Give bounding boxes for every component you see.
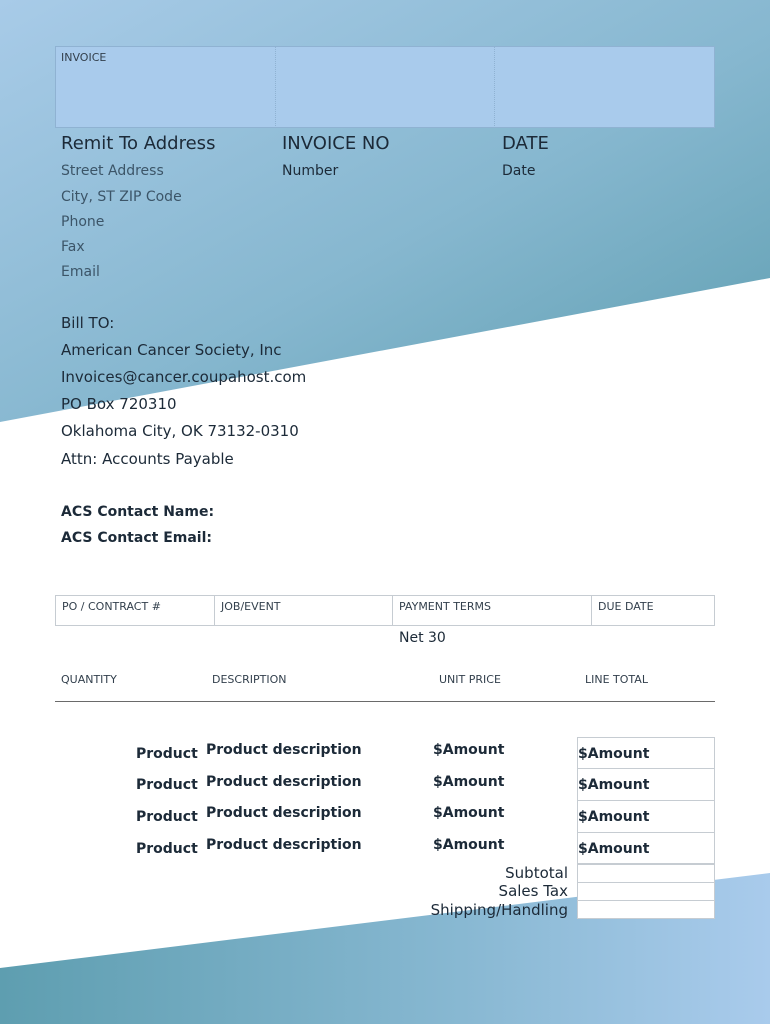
item-description: Product description: [206, 774, 362, 790]
po-contract-header: PO / CONTRACT #: [62, 600, 161, 613]
due-date-header: DUE DATE: [598, 600, 654, 613]
bill-to-line: Attn: Accounts Payable: [61, 450, 234, 468]
item-product: Product: [136, 841, 198, 857]
job-event-cell: [214, 595, 393, 626]
subtotal-label: Subtotal: [505, 864, 568, 882]
shipping-label: Shipping/Handling: [430, 901, 568, 919]
due-date-cell: [591, 595, 715, 626]
invoice-title: INVOICE: [61, 51, 107, 64]
invoice-date: Date: [502, 163, 536, 179]
job-event-header: JOB/EVENT: [221, 600, 281, 613]
item-unit-price: $Amount: [433, 837, 505, 853]
bill-to-line: PO Box 720310: [61, 395, 177, 413]
item-line-total: $Amount: [578, 809, 650, 825]
item-unit-price: $Amount: [433, 774, 505, 790]
item-unit-price: $Amount: [433, 742, 505, 758]
item-line-total: $Amount: [578, 841, 650, 857]
unit-price-header: UNIT PRICE: [439, 673, 501, 686]
bill-to-line: Invoices@cancer.coupahost.com: [61, 368, 307, 386]
payment-terms-value: Net 30: [399, 630, 446, 646]
date-heading: DATE: [502, 133, 549, 154]
contact-name-label: ACS Contact Name:: [61, 504, 215, 520]
item-description: Product description: [206, 805, 362, 821]
bill-to-heading: Bill TO:: [61, 314, 115, 332]
item-product: Product: [136, 777, 198, 793]
item-product: Product: [136, 746, 198, 762]
item-product: Product: [136, 809, 198, 825]
line-total-header: LINE TOTAL: [585, 673, 648, 686]
fax: Fax: [61, 239, 85, 255]
city-state-zip: City, ST ZIP Code: [61, 189, 182, 205]
sales-tax-label: Sales Tax: [498, 882, 568, 900]
header-divider: [494, 46, 495, 128]
email: Email: [61, 264, 100, 280]
phone: Phone: [61, 214, 105, 230]
bill-to-line: Oklahoma City, OK 73132-0310: [61, 422, 299, 440]
description-header: DESCRIPTION: [212, 673, 287, 686]
item-unit-price: $Amount: [433, 805, 505, 821]
bill-to-line: American Cancer Society, Inc: [61, 341, 282, 359]
item-description: Product description: [206, 742, 362, 758]
remit-heading: Remit To Address: [61, 133, 216, 154]
po-contract-cell: [55, 595, 215, 626]
header-rule: [55, 701, 715, 702]
payment-terms-header: PAYMENT TERMS: [399, 600, 491, 613]
invoice-number: Number: [282, 163, 339, 179]
subtotal-cell[interactable]: [577, 864, 715, 883]
quantity-header: QUANTITY: [61, 673, 117, 686]
item-description: Product description: [206, 837, 362, 853]
shipping-cell[interactable]: [577, 900, 715, 919]
sales-tax-cell[interactable]: [577, 882, 715, 901]
contact-email-label: ACS Contact Email:: [61, 530, 212, 546]
item-line-total: $Amount: [578, 746, 650, 762]
invoice-header-box: [55, 46, 715, 128]
payment-terms-cell: [392, 595, 592, 626]
invoice-no-heading: INVOICE NO: [282, 133, 390, 154]
header-divider: [275, 46, 276, 128]
street-address: Street Address: [61, 163, 164, 179]
item-line-total: $Amount: [578, 777, 650, 793]
